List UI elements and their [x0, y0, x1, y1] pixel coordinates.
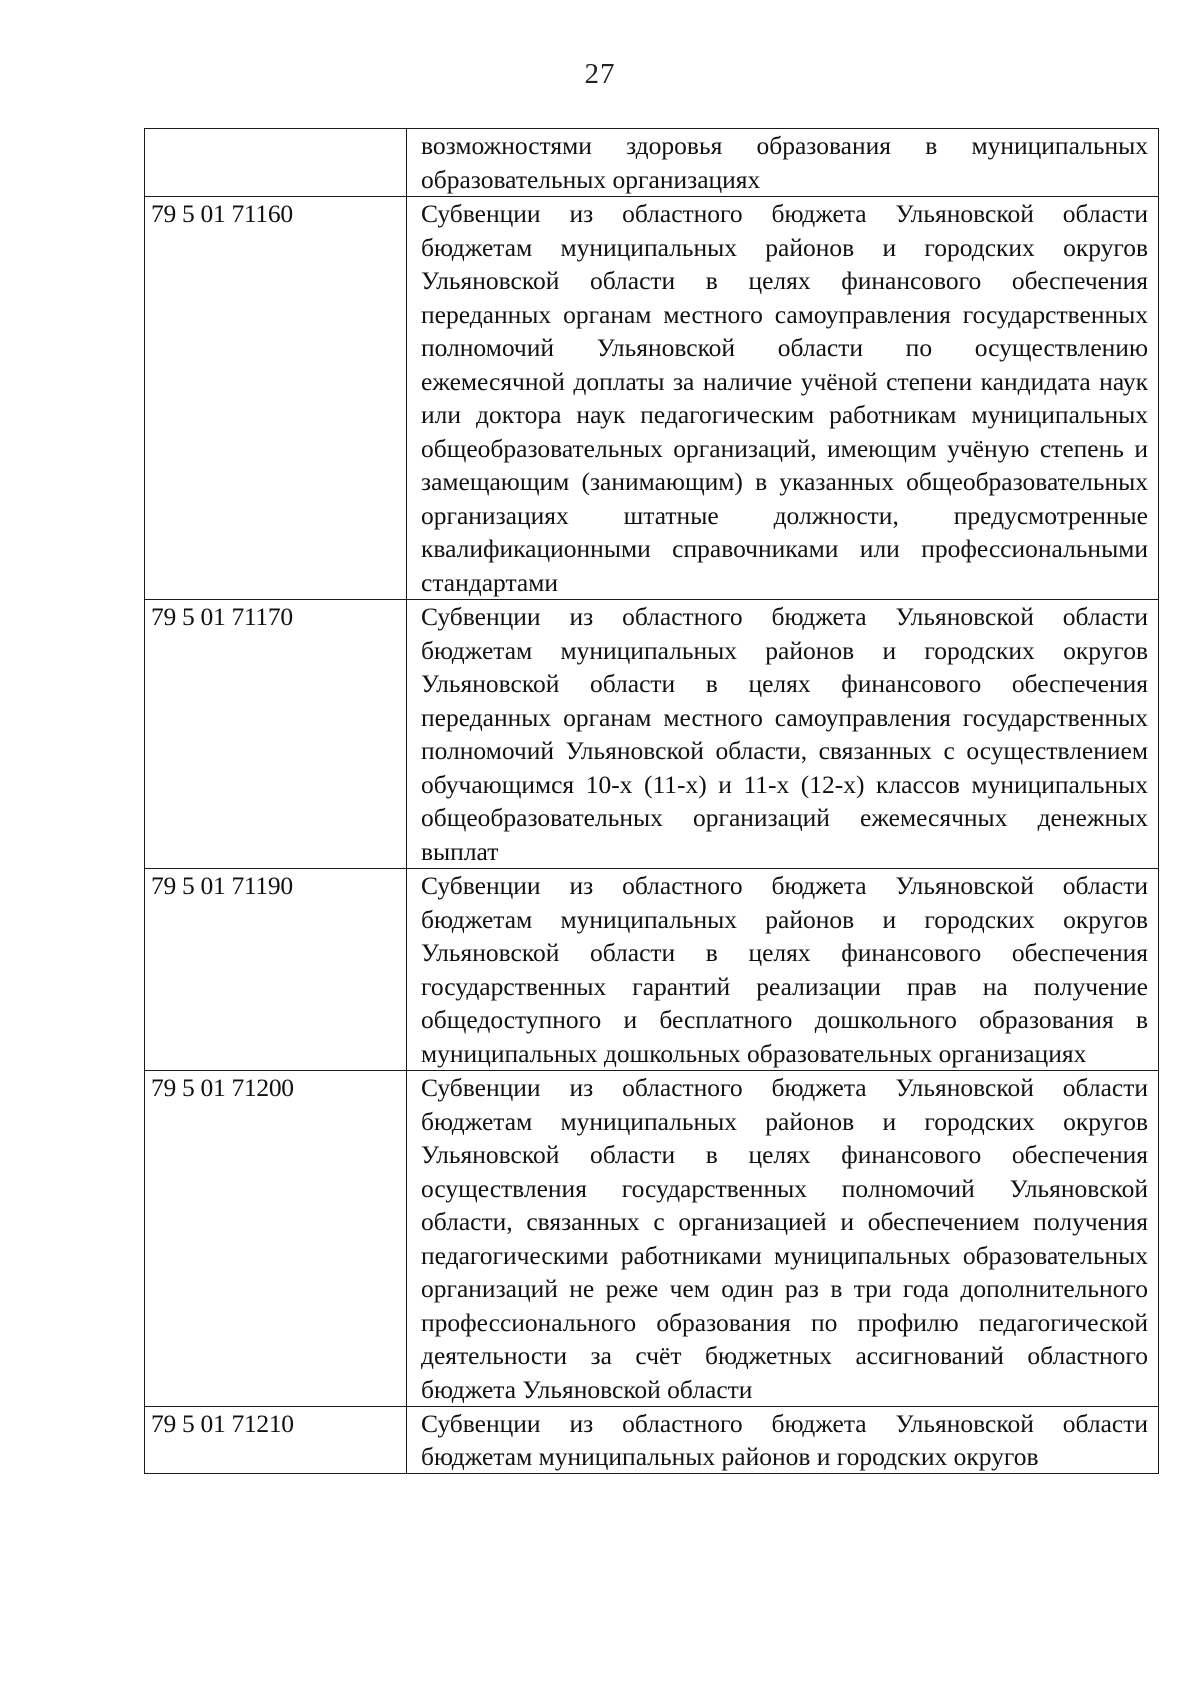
- description-cell: Субвенции из областного бюджета Ульяновской области бюджетам муниципальных районов и городских округов Ульяновской области в целях финансового обеспечения осуществления государственных полномочий Ульяновской области, связанных с организацией и обеспечением получения педагогическими работниками муниципальных образовательных организаций не реже чем один раз в три года дополнительного профессионального образования по профилю педагогической деятельности за счёт бюджетных ассигнований областного бюджета Ульяновской области: [407, 1071, 1159, 1407]
- description-cell: Субвенции из областного бюджета Ульяновской области бюджетам муниципальных районов и городских округов Ульяновской области в целях финансового обеспечения переданных органам местного самоуправления государственных полномочий Ульяновской области, связанных с осуществлением обучающимся 10-х (11-х) и 11-х (12-х) классов муниципальных общеобразовательных организаций ежемесячных денежных выплат: [407, 600, 1159, 869]
- budget-code-cell: 79 5 01 71170: [145, 600, 407, 869]
- budget-code-cell: 79 5 01 71190: [145, 869, 407, 1071]
- budget-code-cell: 79 5 01 71210: [145, 1407, 407, 1474]
- budget-code-cell: 79 5 01 71200: [145, 1071, 407, 1407]
- description-cell: Субвенции из областного бюджета Ульяновской области бюджетам муниципальных районов и городских округов: [407, 1407, 1159, 1474]
- description-cell: возможностями здоровья образования в муниципальных образовательных организациях: [407, 129, 1159, 197]
- description-cell: Субвенции из областного бюджета Ульяновской области бюджетам муниципальных районов и городских округов Ульяновской области в целях финансового обеспечения переданных органам местного самоуправления государственных полномочий Ульяновской области по осуществлению ежемесячной доплаты за наличие учёной степени кандидата наук или доктора наук педагогическим работникам муниципальных общеобразовательных организаций, имеющим учёную степень и замещающим (занимающим) в указанных общеобразовательных организациях штатные должности, предусмотренные квалификационными справочниками или профессиональными стандартами: [407, 197, 1159, 600]
- budget-code-cell: 79 5 01 71160: [145, 197, 407, 600]
- table-row: [145, 129, 1159, 197]
- page-number: 27: [584, 58, 616, 90]
- table-row: [145, 869, 1159, 1071]
- table-row: [145, 197, 1159, 600]
- budget-code-cell: [145, 129, 407, 197]
- table-row: [145, 1071, 1159, 1407]
- budget-codes-table: [144, 128, 1159, 1474]
- table-row: [145, 1407, 1159, 1474]
- table-row: [145, 600, 1159, 869]
- description-cell: Субвенции из областного бюджета Ульяновской области бюджетам муниципальных районов и городских округов Ульяновской области в целях финансового обеспечения государственных гарантий реализации прав на получение общедоступного и бесплатного дошкольного образования в муниципальных дошкольных образовательных организациях: [407, 869, 1159, 1071]
